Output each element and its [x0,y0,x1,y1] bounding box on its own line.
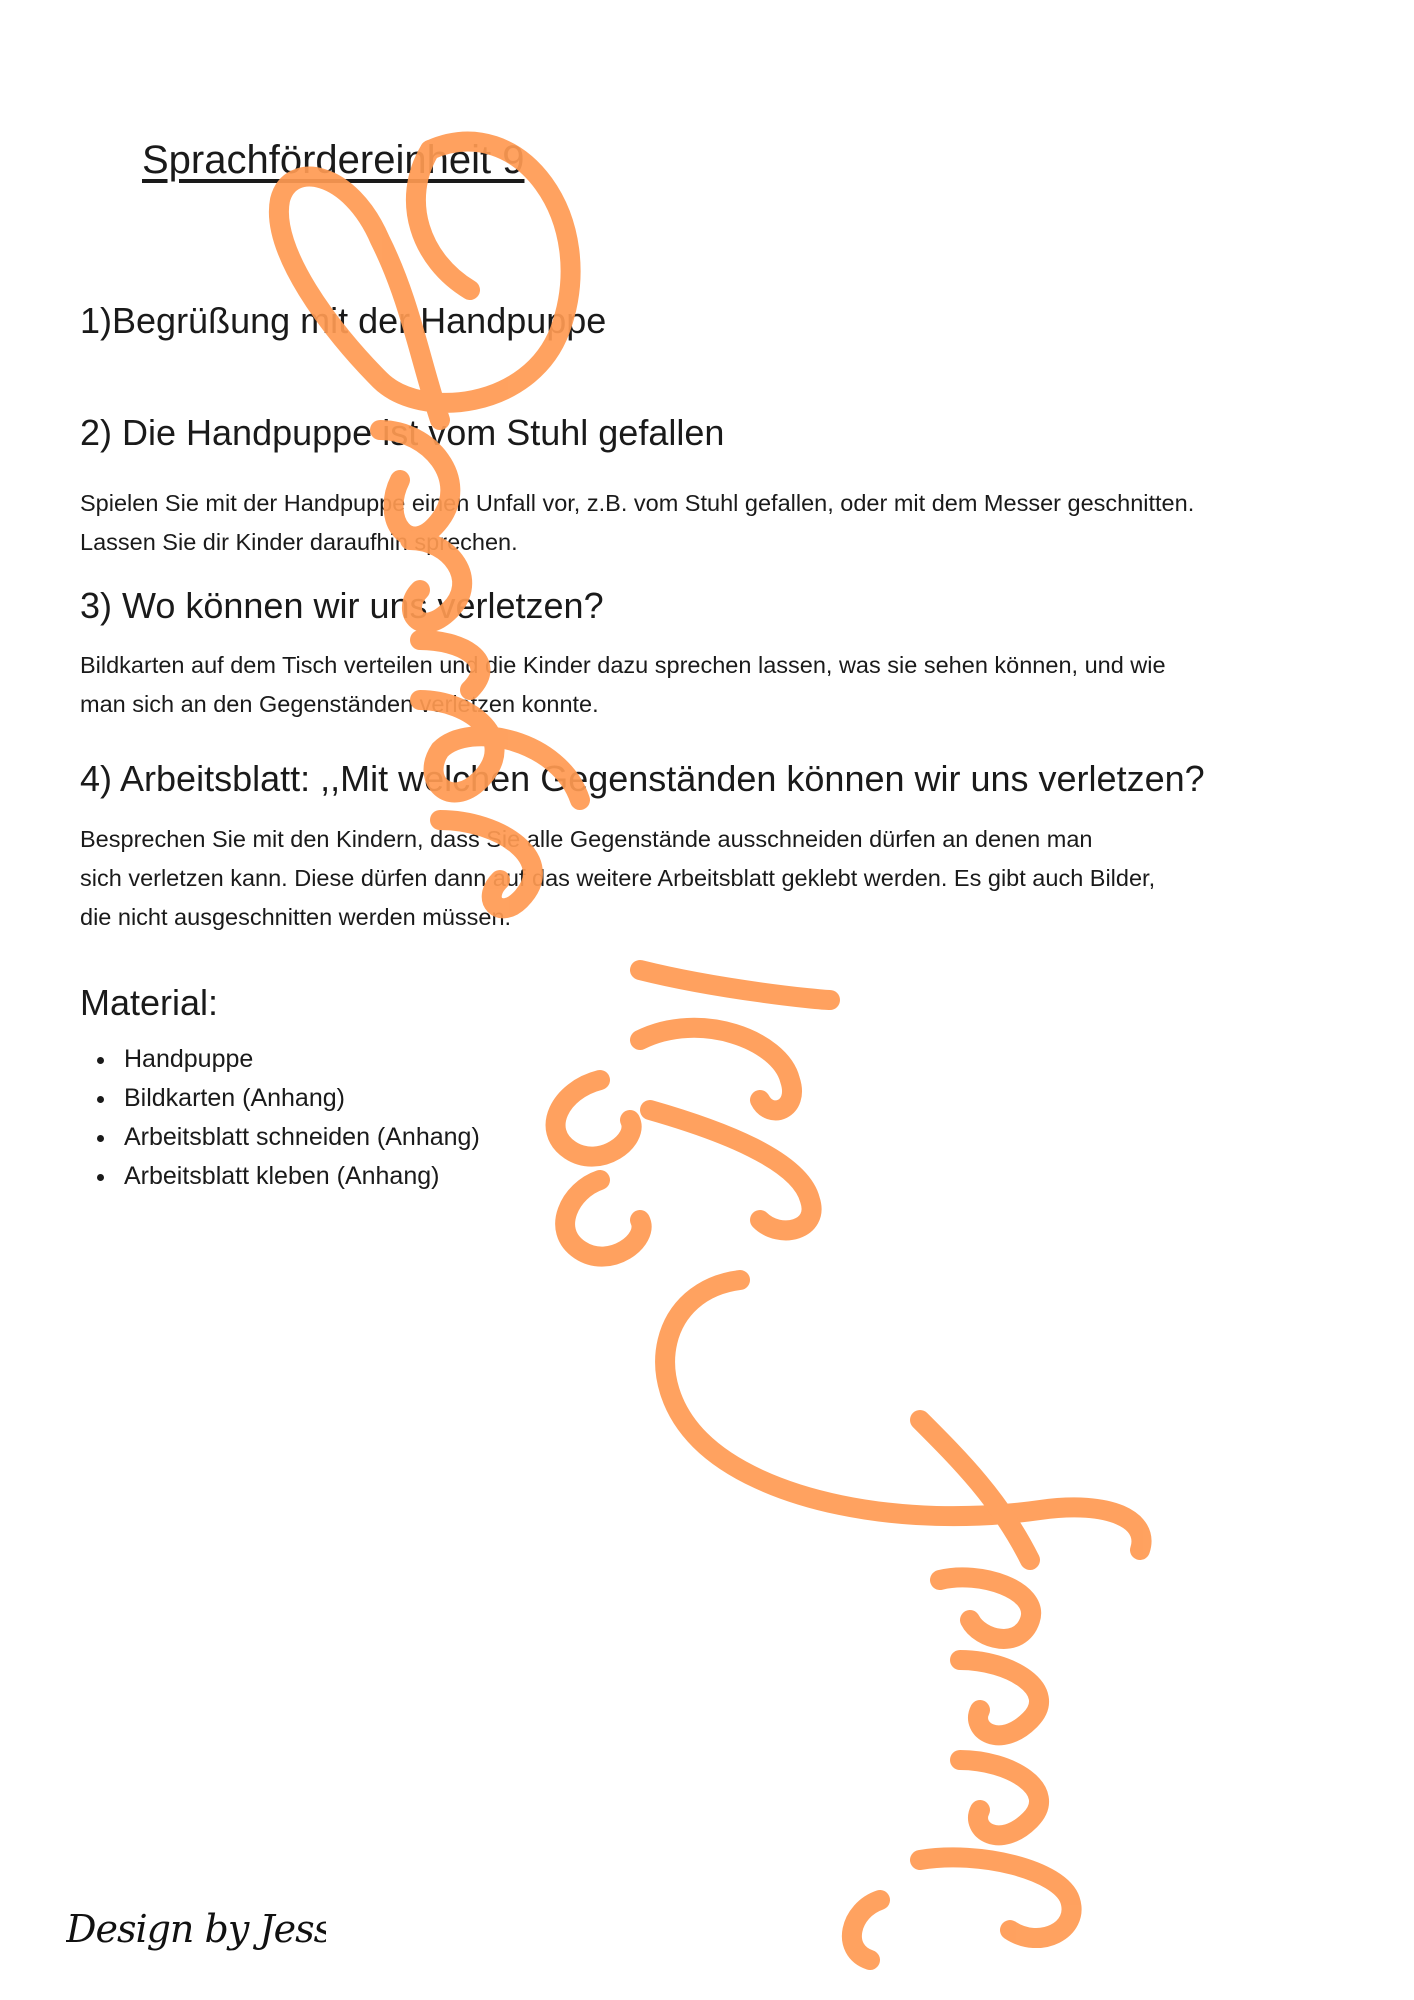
list-item: Arbeitsblatt kleben (Anhang) [124,1157,480,1196]
section-heading-greeting: 1)Begrüßung mit der Handpuppe [80,300,607,341]
section-heading-puppet-fell: 2) Die Handpuppe ist vom Stuhl gefallen [80,412,725,453]
list-item: Arbeitsblatt schneiden (Anhang) [124,1118,480,1157]
section-heading-worksheet: 4) Arbeitsblatt: ,,Mit welchen Gegenständen können wir uns verletzen? [80,758,1205,799]
material-heading: Material: [80,982,219,1023]
section-paragraph-line: die nicht ausgeschnitten werden müssen. [80,904,512,930]
section-paragraph-line: Bildkarten auf dem Tisch verteilen und die Kinder dazu sprechen lassen, was sie sehen können, und wie [80,652,1166,678]
page-title: Sprachfördereinheit 9 [142,138,525,182]
section-heading-injuries: 3) Wo können wir uns verletzen? [80,585,604,626]
section-paragraph-line: Lassen Sie dir Kinder daraufhin sprechen. [80,529,518,555]
section-paragraph-line: Spielen Sie mit der Handpuppe einen Unfall vor, z.B. vom Stuhl gefallen, oder mit dem Messer geschnitten. [80,490,1195,516]
section-paragraph-line: sich verletzen kann. Diese dürfen dann auf das weitere Arbeitsblatt geklebt werden. Es gibt auch Bilder, [80,865,1156,891]
svg-text:Design by Jessy: Design by Jessy [66,1907,326,1951]
signature-logo-icon [66,1900,326,1960]
material-list [80,1040,480,1196]
footer-logo [66,1900,326,1970]
list-item: Handpuppe [124,1040,480,1079]
list-item: Bildkarten (Anhang) [124,1079,480,1118]
section-paragraph-line: Besprechen Sie mit den Kindern, dass Sie alle Gegenstände ausschneiden dürfen an denen man [80,826,1093,852]
section-paragraph-line: man sich an den Gegenständen verletzen konnte. [80,691,599,717]
